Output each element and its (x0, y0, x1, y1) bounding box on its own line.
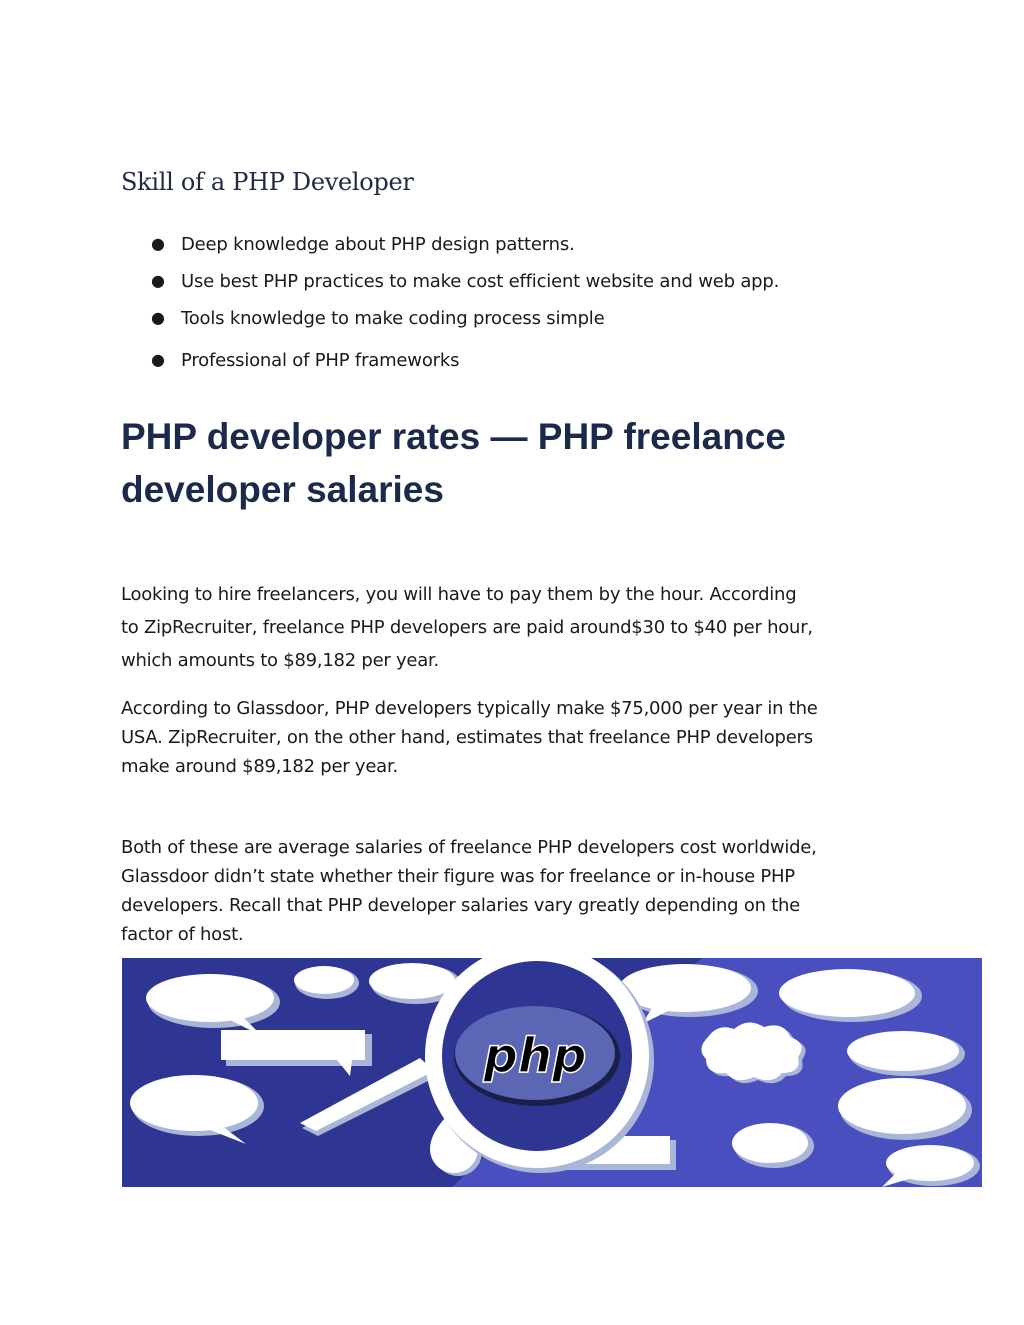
bullet-icon: ● (151, 308, 165, 327)
paragraph-averages (121, 833, 901, 949)
paragraph-line: According to Glassdoor, PHP developers typically make $75,000 per year in the (121, 698, 818, 719)
skills-heading: Skill of a PHP Developer (121, 168, 414, 196)
paragraph-glassdoor (121, 694, 901, 781)
php-banner-image (122, 958, 982, 1187)
rates-heading (121, 410, 901, 516)
skill-text: Professional of PHP frameworks (181, 350, 460, 371)
rates-heading-line: developer salaries (121, 469, 444, 510)
skill-text: Use best PHP practices to make cost efficient website and web app. (181, 271, 780, 292)
paragraph-line: to ZipRecruiter, freelance PHP developers are paid around$30 to $40 per hour, (121, 617, 813, 638)
paragraph-line: Both of these are average salaries of freelance PHP developers cost worldwide, (121, 837, 817, 858)
paragraph-line: Looking to hire freelancers, you will have to pay them by the hour. According (121, 584, 797, 605)
php-banner-illustration (122, 958, 982, 1187)
paragraph-line: Glassdoor didn’t state whether their figure was for freelance or in-house PHP (121, 866, 795, 887)
paragraph-line: USA. ZipRecruiter, on the other hand, estimates that freelance PHP developers (121, 727, 813, 748)
php-logo: php (483, 1028, 587, 1084)
paragraph-line: which amounts to $89,182 per year. (121, 650, 440, 671)
bullet-icon: ● (151, 234, 165, 253)
skill-text: Tools knowledge to make coding process simple (181, 308, 605, 329)
bullet-icon: ● (151, 271, 165, 290)
rates-heading-line: PHP developer rates — PHP freelance (121, 416, 786, 457)
paragraph-line: factor of host. (121, 924, 244, 945)
paragraph-line: make around $89,182 per year. (121, 756, 398, 777)
bullet-icon: ● (151, 350, 165, 369)
paragraph-hourly-rates (121, 578, 901, 677)
skill-text: Deep knowledge about PHP design patterns. (181, 234, 575, 255)
paragraph-line: developers. Recall that PHP developer salaries vary greatly depending on the (121, 895, 801, 916)
